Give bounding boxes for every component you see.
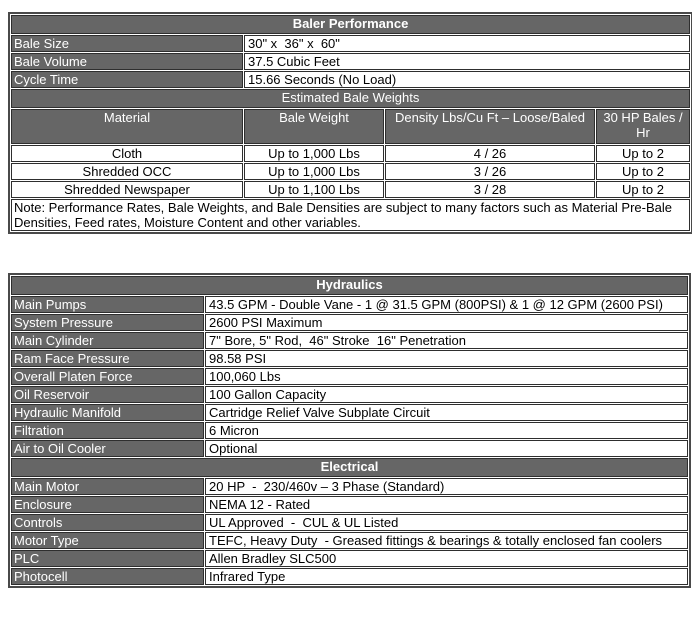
spec-value: 30" x 36" x 60" xyxy=(244,35,690,52)
spec-label: Photocell xyxy=(11,568,204,585)
estimated-bale-weights-title: Estimated Bale Weights xyxy=(11,89,690,108)
spec-value: 43.5 GPM - Double Vane - 1 @ 31.5 GPM (800PSI) & 1 @ 12 GPM (2600 PSI) xyxy=(205,296,688,313)
cycle-time-row xyxy=(11,71,690,88)
column-header-bales-per-hr: 30 HP Bales / Hr xyxy=(596,109,690,144)
main-cylinder-row xyxy=(11,332,688,349)
material-cell: Shredded Newspaper xyxy=(11,181,243,198)
spec-label: Overall Platen Force xyxy=(11,368,204,385)
density-cell: 3 / 26 xyxy=(385,163,595,180)
bale-weight-cell: Up to 1,000 Lbs xyxy=(244,163,384,180)
overall-platen-force-row xyxy=(11,368,688,385)
column-header-density: Density Lbs/Cu Ft – Loose/Baled xyxy=(385,109,595,144)
spec-value: TEFC, Heavy Duty - Greased fittings & bearings & totally enclosed fan coolers xyxy=(205,532,688,549)
spec-value: 7" Bore, 5" Rod, 46" Stroke 16" Penetration xyxy=(205,332,688,349)
spec-label: Oil Reservoir xyxy=(11,386,204,403)
main-motor-row xyxy=(11,478,688,495)
spec-value: 98.58 PSI xyxy=(205,350,688,367)
baler-performance-title: Baler Performance xyxy=(11,15,690,34)
spec-label: Ram Face Pressure xyxy=(11,350,204,367)
estimated-bale-weights-header-row xyxy=(11,89,690,108)
spec-value: 2600 PSI Maximum xyxy=(205,314,688,331)
spec-label: Air to Oil Cooler xyxy=(11,440,204,457)
motor-type-row xyxy=(11,532,688,549)
note-row xyxy=(11,199,690,231)
spec-label: Hydraulic Manifold xyxy=(11,404,204,421)
spec-value: 100 Gallon Capacity xyxy=(205,386,688,403)
density-cell: 4 / 26 xyxy=(385,145,595,162)
spec-label: System Pressure xyxy=(11,314,204,331)
baler-performance-table xyxy=(8,12,692,234)
photocell-row xyxy=(11,568,688,585)
oil-reservoir-row xyxy=(11,386,688,403)
spec-label: Bale Volume xyxy=(11,53,243,70)
bale-size-row xyxy=(11,35,690,52)
hydraulic-manifold-row xyxy=(11,404,688,421)
spec-value: 6 Micron xyxy=(205,422,688,439)
main-pumps-row xyxy=(11,296,688,313)
bales-per-hr-cell: Up to 2 xyxy=(596,181,690,198)
column-header-bale-weight: Bale Weight xyxy=(244,109,384,144)
hydraulics-header-row xyxy=(11,276,688,295)
bales-per-hr-cell: Up to 2 xyxy=(596,145,690,162)
electrical-title: Electrical xyxy=(11,458,688,477)
air-to-oil-cooler-row xyxy=(11,440,688,457)
spec-label: Motor Type xyxy=(11,532,204,549)
baler-performance-header-row xyxy=(11,15,690,34)
spec-value: Allen Bradley SLC500 xyxy=(205,550,688,567)
material-cell: Shredded OCC xyxy=(11,163,243,180)
spec-label: PLC xyxy=(11,550,204,567)
plc-row xyxy=(11,550,688,567)
table-row-shredded-newspaper xyxy=(11,181,690,198)
spec-value: 15.66 Seconds (No Load) xyxy=(244,71,690,88)
filtration-row xyxy=(11,422,688,439)
bale-weight-cell: Up to 1,000 Lbs xyxy=(244,145,384,162)
spec-label: Cycle Time xyxy=(11,71,243,88)
performance-note: Note: Performance Rates, Bale Weights, and Bale Densities are subject to many factors such as Material Pre-Bale Densities, Feed rates, Moisture Content and other variables. xyxy=(11,199,690,231)
spec-value: 20 HP - 230/460v – 3 Phase (Standard) xyxy=(205,478,688,495)
spec-label: Main Pumps xyxy=(11,296,204,313)
electrical-header-row xyxy=(11,458,688,477)
spec-label: Main Motor xyxy=(11,478,204,495)
controls-row xyxy=(11,514,688,531)
spec-label: Enclosure xyxy=(11,496,204,513)
column-header-material: Material xyxy=(11,109,243,144)
spec-value: NEMA 12 - Rated xyxy=(205,496,688,513)
table-row-shredded-occ xyxy=(11,163,690,180)
material-cell: Cloth xyxy=(11,145,243,162)
spec-label: Bale Size xyxy=(11,35,243,52)
hydraulics-title: Hydraulics xyxy=(11,276,688,295)
spec-label: Main Cylinder xyxy=(11,332,204,349)
enclosure-row xyxy=(11,496,688,513)
spec-value: 37.5 Cubic Feet xyxy=(244,53,690,70)
ram-face-pressure-row xyxy=(11,350,688,367)
spec-value: Infrared Type xyxy=(205,568,688,585)
table-row-cloth xyxy=(11,145,690,162)
bale-volume-row xyxy=(11,53,690,70)
density-cell: 3 / 28 xyxy=(385,181,595,198)
spec-label: Controls xyxy=(11,514,204,531)
spec-value: UL Approved - CUL & UL Listed xyxy=(205,514,688,531)
spec-value: Cartridge Relief Valve Subplate Circuit xyxy=(205,404,688,421)
spec-value: 100,060 Lbs xyxy=(205,368,688,385)
spec-value: Optional xyxy=(205,440,688,457)
bale-weights-column-header-row xyxy=(11,109,690,144)
spec-label: Filtration xyxy=(11,422,204,439)
bales-per-hr-cell: Up to 2 xyxy=(596,163,690,180)
bale-weight-cell: Up to 1,100 Lbs xyxy=(244,181,384,198)
hydraulics-electrical-table xyxy=(8,273,691,588)
system-pressure-row xyxy=(11,314,688,331)
